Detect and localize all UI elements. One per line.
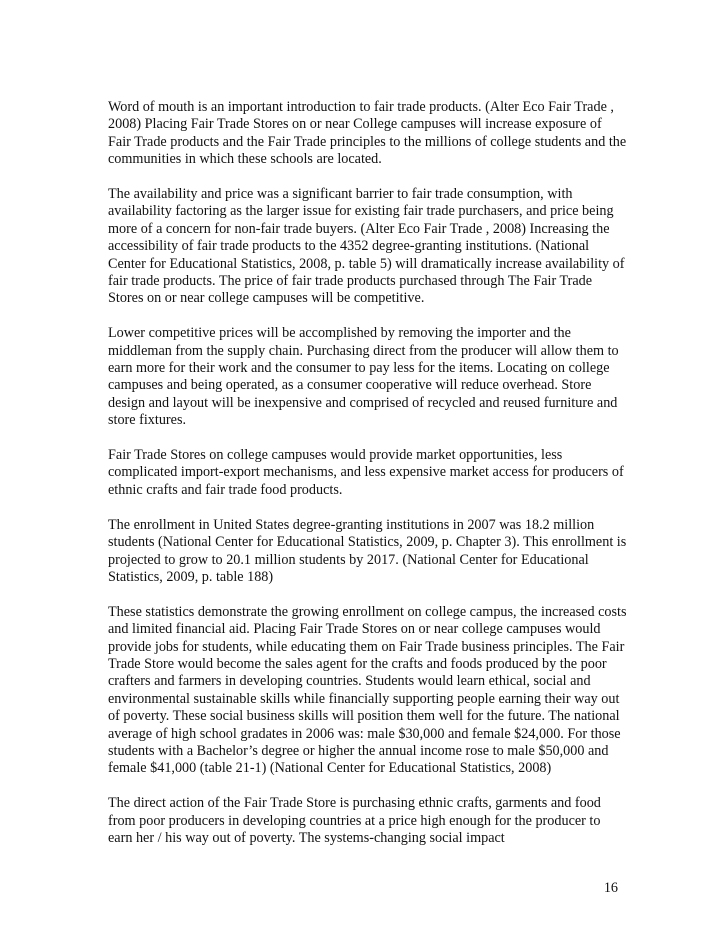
paragraph-enrollment: The enrollment in United States degree-granting institutions in 2007 was 18.2 million students (National Center for Educational Statistics, 2009, p. Chapter 3). This enrollment is projected to grow to 20.1 million students by 2017. (National Center for Educational Statistics, 2009, p. table 188) [108, 516, 627, 585]
paragraph-statistics: These statistics demonstrate the growing enrollment on college campus, the increased costs and limited financial aid. Placing Fair Trade Stores on or near college campuses would provide jobs for students, while educating them on Fair Trade business principles. The Fair Trade Store would become the sales agent for the crafts and foods produced by the poor crafters and farmers in developing countries. Students would learn ethical, social and environmental sustainable skills while financially supporting people earning their way out of poverty. These social business skills will position them well for the future. The national average of high school gradates in 2006 was: male $30,000 and female $24,000. For those students with a Bachelor’s degree or higher the annual income rose to male $50,000 and female $41,000 (table 21-1) (National Center for Educational Statistics, 2008) [108, 603, 627, 777]
body-text [108, 99, 628, 847]
paragraph-direct-action: The direct action of the Fair Trade Store is purchasing ethnic crafts, garments and food from poor producers in developing countries at a price high enough for the producer to earn her / his way out of poverty. The systems-changing social impact [108, 795, 601, 846]
paragraph-availability-price: The availability and price was a significant barrier to fair trade consumption, with availability factoring as the larger issue for existing fair trade purchasers, and price being more of a concern for non-fair trade buyers. (Alter Eco Fair Trade , 2008) Increasing the accessibility of fair trade products to the 4352 degree-granting institutions. (National Center for Educational Statistics, 2008, p. table 5) will dramatically increase availability of fair trade products. The price of fair trade products purchased through The Fair Trade Stores on or near college campuses will be competitive. [108, 186, 625, 307]
page-number: 16 [603, 880, 618, 896]
paragraph-market-opportunities: Fair Trade Stores on college campuses would provide market opportunities, less complicated import-export mechanisms, and less expensive market access for producers of ethnic crafts and fair trade food products. [108, 447, 624, 498]
paragraph-lower-prices: Lower competitive prices will be accomplished by removing the importer and the middleman from the supply chain. Purchasing direct from the producer will allow them to earn more for their work and the consumer to pay less for the items. Locating on college campuses and being operated, as a consumer cooperative will reduce overhead. Store design and layout will be inexpensive and comprised of recycled and reused furniture and store fixtures. [108, 325, 619, 429]
paragraph-word-of-mouth: Word of mouth is an important introduction to fair trade products. (Alter Eco Fair Trade , 2008) Placing Fair Trade Stores on or near College campuses will increase exposure of Fair Trade products and the Fair Trade principles to the millions of college students and the communities in which these schools are located. [108, 99, 627, 168]
